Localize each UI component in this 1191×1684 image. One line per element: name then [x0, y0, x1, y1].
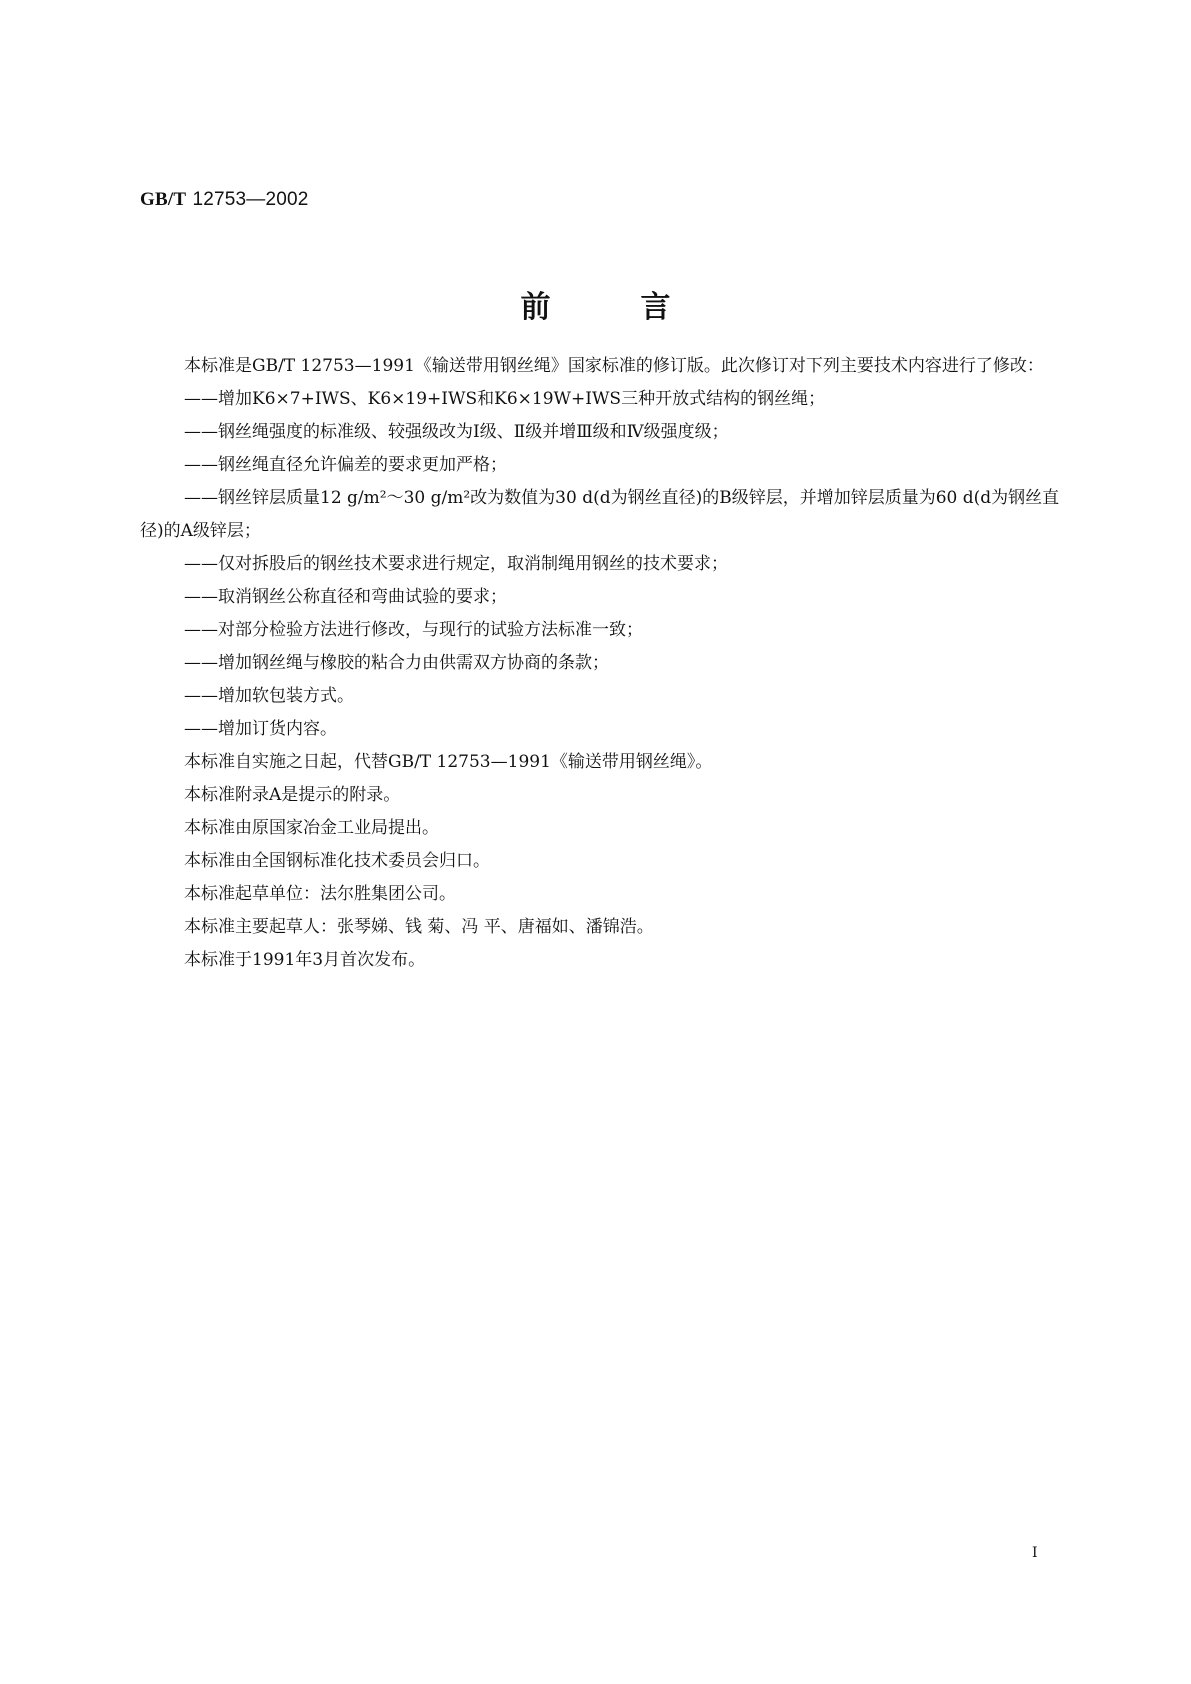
list-item: ——钢丝锌层质量12 g/m²～30 g/m²改为数值为30 d(d为钢丝直径)的B级锌层，并增加锌层质量为60 d(d为钢丝直径)的A级锌层；	[140, 488, 1060, 541]
paragraph: 本标准由全国钢标准化技术委员会归口。	[184, 851, 490, 871]
list-item: ——取消钢丝公称直径和弯曲试验的要求；	[184, 587, 507, 607]
paragraph: 本标准起草单位：法尔胜集团公司。	[184, 884, 456, 904]
paragraph: 本标准附录A是提示的附录。	[184, 785, 401, 805]
paragraph: 本标准主要起草人：张琴娣、钱 菊、冯 平、唐福如、潘锦浩。	[184, 917, 654, 937]
standard-code	[140, 188, 309, 211]
page-title: 前言	[520, 290, 761, 325]
standard-code-prefix: GB/T	[140, 189, 187, 210]
list-item: ——增加K6×7+IWS、K6×19+IWS和K6×19W+IWS三种开放式结构的钢丝绳；	[184, 389, 826, 409]
page-number: I	[1032, 1545, 1038, 1561]
list-item: ——增加软包装方式。	[184, 686, 354, 706]
foreword-body	[140, 350, 1072, 977]
paragraph: 本标准于1991年3月首次发布。	[184, 950, 426, 970]
list-item: ——仅对拆股后的钢丝技术要求进行规定，取消制绳用钢丝的技术要求；	[184, 554, 728, 574]
list-item: ——增加钢丝绳与橡胶的粘合力由供需双方协商的条款；	[184, 653, 609, 673]
list-item: ——钢丝绳强度的标准级、较强级改为Ⅰ级、Ⅱ级并增Ⅲ级和Ⅳ级强度级；	[184, 422, 729, 442]
paragraph: 本标准是GB/T 12753—1991《输送带用钢丝绳》国家标准的修订版。此次修订对下列主要技术内容进行了修改：	[184, 356, 1044, 376]
list-item: ——对部分检验方法进行修改，与现行的试验方法标准一致；	[184, 620, 643, 640]
paragraph: 本标准自实施之日起，代替GB/T 12753—1991《输送带用钢丝绳》。	[184, 752, 713, 772]
list-item: ——增加订货内容。	[184, 719, 337, 739]
standard-code-number: 12753—2002	[192, 189, 309, 210]
paragraph: 本标准由原国家冶金工业局提出。	[184, 818, 439, 838]
list-item: ——钢丝绳直径允许偏差的要求更加严格；	[184, 455, 507, 475]
